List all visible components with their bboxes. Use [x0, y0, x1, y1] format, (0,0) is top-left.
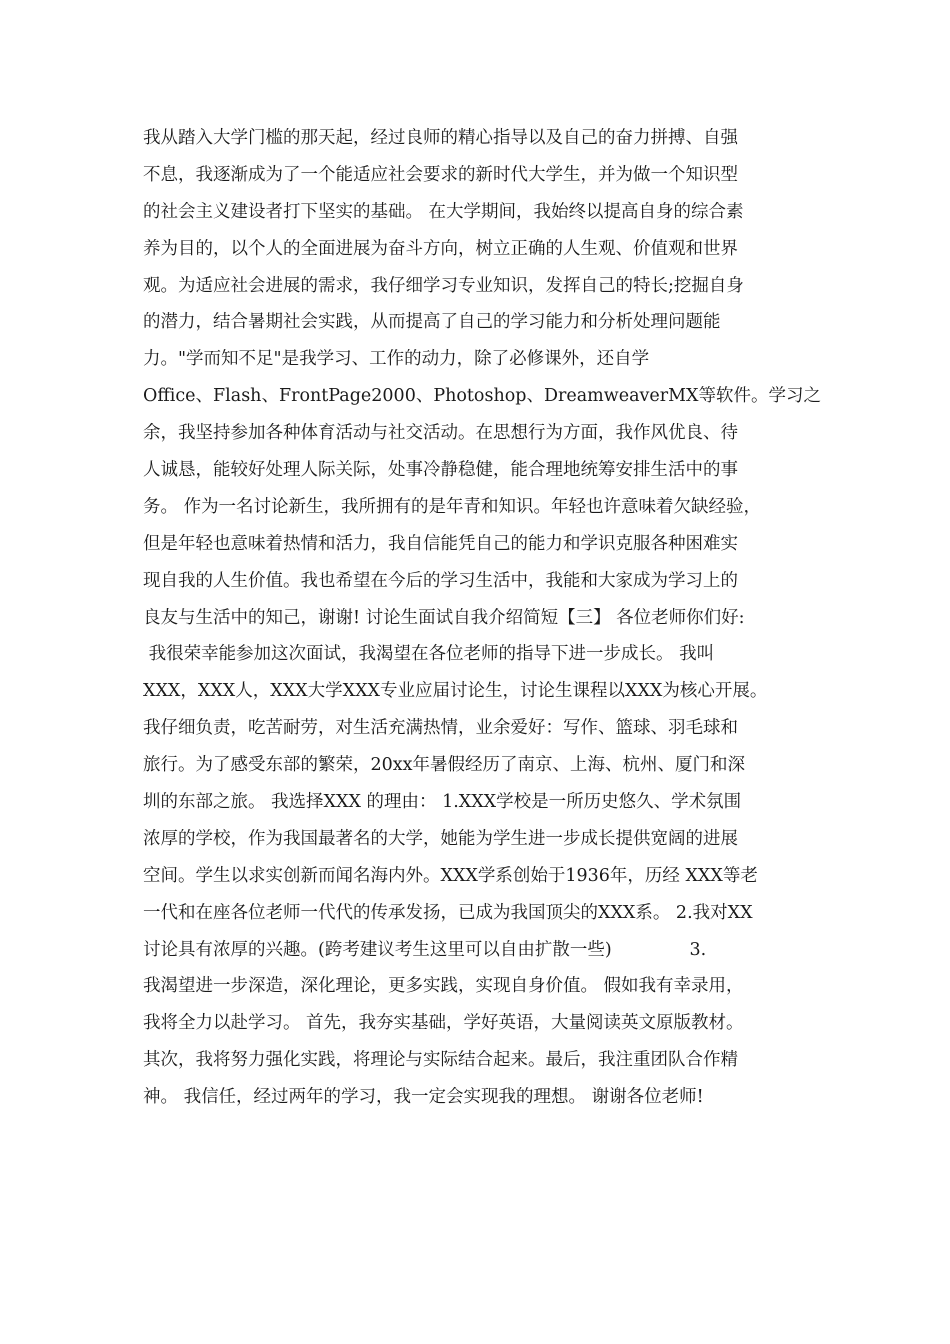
text-line: 旅行。为了感受东部的繁荣，20xx年暑假经历了南京、上海、杭州、厦门和深: [143, 755, 746, 776]
text-line: 不息，我逐渐成为了一个能适应社会要求的新时代大学生，并为做一个知识型: [143, 164, 738, 185]
text-line: 我渴望进一步深造，深化理论，更多实践，实现自身价值。 假如我有幸录用，: [143, 976, 744, 997]
text-line: 我仔细负责，吃苦耐劳，对生活充满热情，业余爱好：写作、篮球、羽毛球和: [143, 718, 738, 739]
text-line: 力。"学而知不足"是我学习、工作的动力，除了必修课外，还自学: [143, 349, 650, 370]
text-line: 浓厚的学校，作为我国最著名的大学，她能为学生进一步成长提供宽阔的进展: [143, 828, 738, 849]
text-line: 观。为适应社会进展的需求，我仔细学习专业知识，发挥自己的特长;挖掘自身: [143, 275, 744, 296]
text-line: 现自我的人生价值。我也希望在今后的学习生活中，我能和大家成为学习上的: [143, 570, 738, 591]
text-line: 我将全力以赴学习。 首先，我夯实基础，学好英语，大量阅读英文原版教材。: [143, 1013, 744, 1034]
text-line: 圳的东部之旅。 我选择XXX 的理由： 1.XXX学校是一所历史悠久、学术氛围: [143, 792, 742, 813]
text-line: 讨论具有浓厚的兴趣。(跨考建议考生这里可以自由扩散一些) 3.: [143, 939, 707, 960]
text-line: 我从踏入大学门槛的那天起，经过良师的精心指导以及自己的奋力拼搏、自强: [143, 128, 738, 148]
document-body: [143, 120, 833, 1116]
text-line: 余，我坚持参加各种体育活动与社交活动。在思想行为方面，我作风优良、待: [143, 423, 738, 444]
text-line: 人诚恳，能较好处理人际关际，处事冷静稳健，能合理地统筹安排生活中的事: [143, 460, 738, 481]
text-line: 的社会主义建设者打下坚实的基础。 在大学期间，我始终以提高自身的综合素: [143, 201, 744, 222]
text-line: XXX，XXX人，XXX大学XXX专业应届讨论生，讨论生课程以XXX为核心开展。: [143, 681, 768, 702]
text-line: Office、Flash、FrontPage2000、Photoshop、DreamweaverMX等软件。学习之: [143, 386, 821, 407]
text-line: 一代和在座各位老师一代代的传承发扬，已成为我国顶尖的XXX系。 2.我对XX: [143, 902, 753, 923]
text-line: 其次，我将努力强化实践，将理论与实际结合起来。最后，我注重团队合作精: [143, 1050, 738, 1071]
text-line: 神。 我信任，经过两年的学习，我一定会实现我的理想。 谢谢各位老师!: [143, 1087, 704, 1108]
text-line: 务。 作为一名讨论新生，我所拥有的是年青和知识。年轻也许意味着欠缺经验，: [143, 496, 762, 517]
text-line: 空间。学生以求实创新而闻名海内外。XXX学系创始于1936年，历经 XXX等老: [143, 865, 758, 886]
text-line: 养为目的，以个人的全面进展为奋斗方向，树立正确的人生观、价值观和世界: [143, 238, 738, 259]
text-line: 的潜力，结合暑期社会实践，从而提高了自己的学习能力和分析处理问题能: [143, 312, 721, 333]
text-line: 我很荣幸能参加这次面试，我渴望在各位老师的指导下进一步成长。 我叫: [143, 644, 715, 665]
text-line: 良友与生活中的知己，谢谢! 讨论生面试自我介绍简短【三】 各位老师你们好:: [143, 607, 745, 628]
text-line: 但是年轻也意味着热情和活力，我自信能凭自己的能力和学识克服各种困难实: [143, 533, 738, 554]
